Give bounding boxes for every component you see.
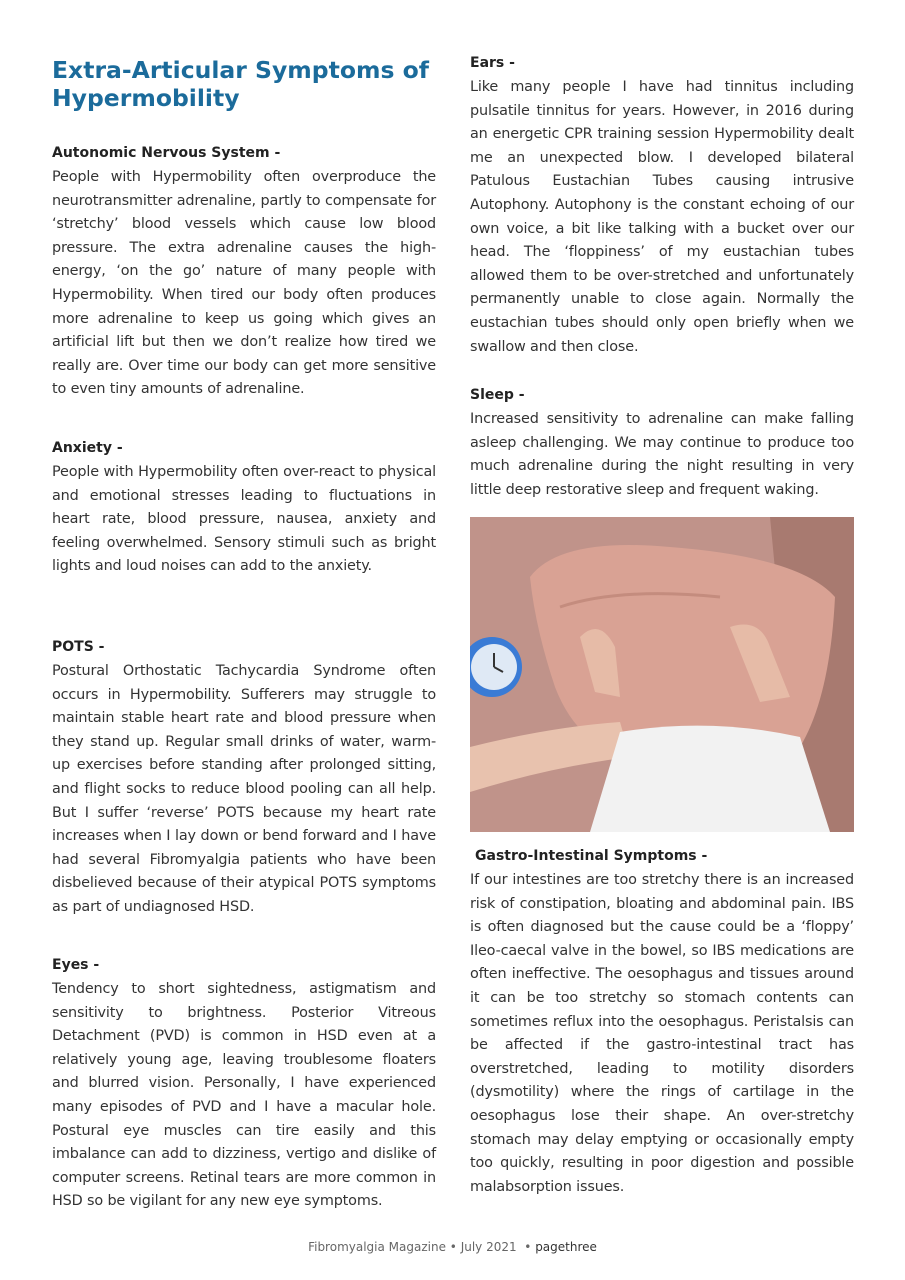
section-anxiety: [52, 440, 436, 579]
section-text: People with Hypermobility often over-react to physical and emotional stresses leading to fluctuations in heart rate, blood pressure, nausea, anxiety and feeling overwhelmed. Sensory stimuli such as bright lights and loud noises can add to the anxiety.: [52, 464, 436, 575]
section-text: Tendency to short sightedness, astigmatism and sensitivity to brightness. Posterior Vitreous Detachment (PVD) is common in HSD even at a relatively young age, leaving troublesome floaters and blurred vision. Personally, I have experienced many episodes of PVD and I have a macular hole. Postural eye muscles can tire easily and this imbalance can add to dizziness, vertigo and dislike of computer screens. Retinal tears are more common in HSD so be vigilant for any new eye symptoms.: [52, 981, 436, 1210]
separator: •: [524, 1240, 532, 1254]
section-eyes: [52, 957, 436, 1214]
section-heading: Gastro-Intestinal Symptoms -: [475, 848, 708, 864]
section-text: Postural Orthostatic Tachycardia Syndrome often occurs in Hypermobility. Sufferers may struggle to maintain stable heart rate and blood pressure when they stand up. Regular small drinks of water, warm-up exercises before standing after prolonged sitting, and flight socks to reduce blood pooling can all help. But I suffer ‘reverse’ POTS because my heart rate increases when I lay down or bend forward and I have had several Fibromyalgia patients who have been disbelieved because of their atypical POTS symptoms as part of undiagnosed HSD.: [52, 663, 436, 915]
section-text: Like many people I have had tinnitus including pulsatile tinnitus for years. However, in 2016 during an energetic CPR training session Hypermobility dealt me an unexpected blow. I developed bilateral Patulous Eustachian Tubes causing intrusive Autophony. Autophony is the constant echoing of our own voice, a bit like talking with a bucket over our head. The ‘floppiness’ of my eustachian tubes allowed them to be over-stretched and unfortunately permanently unable to close again. Normally the eustachian tubes should only open briefly when we swallow and then close.: [470, 79, 854, 355]
section-heading: POTS -: [52, 639, 105, 655]
section-text: People with Hypermobility often overproduce the neurotransmitter adrenaline, partly to compensate for ‘stretchy’ blood vessels which cause low blood pressure. The extra adrenaline causes the high-energy, ‘on the go’ nature of many people with Hypermobility. When tired our body often produces more adrenaline to keep us going which gives an artificial lift but then we don’t realize how tired we really are. Over time our body can get more sensitive to even tiny amounts of adrenaline.: [52, 169, 436, 398]
page-title: Extra-Articular Symptoms of Hypermobility: [52, 56, 430, 112]
section-heading: Anxiety -: [52, 440, 123, 456]
section-heading: Ears -: [470, 55, 515, 71]
section-pots: [52, 639, 436, 920]
page-number: pagethree: [535, 1240, 597, 1254]
section-text: Increased sensitivity to adrenaline can make falling asleep challenging. We may continue to produce too much adrenaline during the night resulting in very little deep restorative sleep and frequent waking.: [470, 411, 854, 498]
sleep-photo: [470, 517, 854, 832]
section-text: If our intestines are too stretchy there is an increased risk of constipation, bloating and abdominal pain. IBS is often diagnosed but the cause could be a ‘floppy’ Ileo-caecal valve in the bowel, so IBS medications are often ineffective. The oesophagus and tissues around it can be too stretchy so stomach contents can sometimes reflux into the oesophagus. Peristalsis can be affected if the gastro-intestinal tract has overstretched, leading to motility disorders (dysmotility) where the rings of cartilage in the oesophagus lose their shape. An over-stretchy stomach may delay emptying or occasionally empty too quickly, resulting in poor digestion and possible malabsorption issues.: [470, 872, 854, 1195]
section-heading: Autonomic Nervous System -: [52, 145, 281, 161]
section-gastro: [470, 848, 854, 1199]
separator: •: [449, 1240, 457, 1254]
section-ears: [470, 55, 854, 359]
section-sleep: [470, 387, 854, 502]
section-heading: Eyes -: [52, 957, 100, 973]
issue-date: July 2021: [460, 1240, 517, 1254]
section-autonomic: [52, 145, 436, 402]
magazine-name: Fibromyalgia Magazine: [308, 1240, 446, 1254]
section-heading: Sleep -: [470, 387, 525, 403]
page-footer: [0, 1240, 905, 1254]
